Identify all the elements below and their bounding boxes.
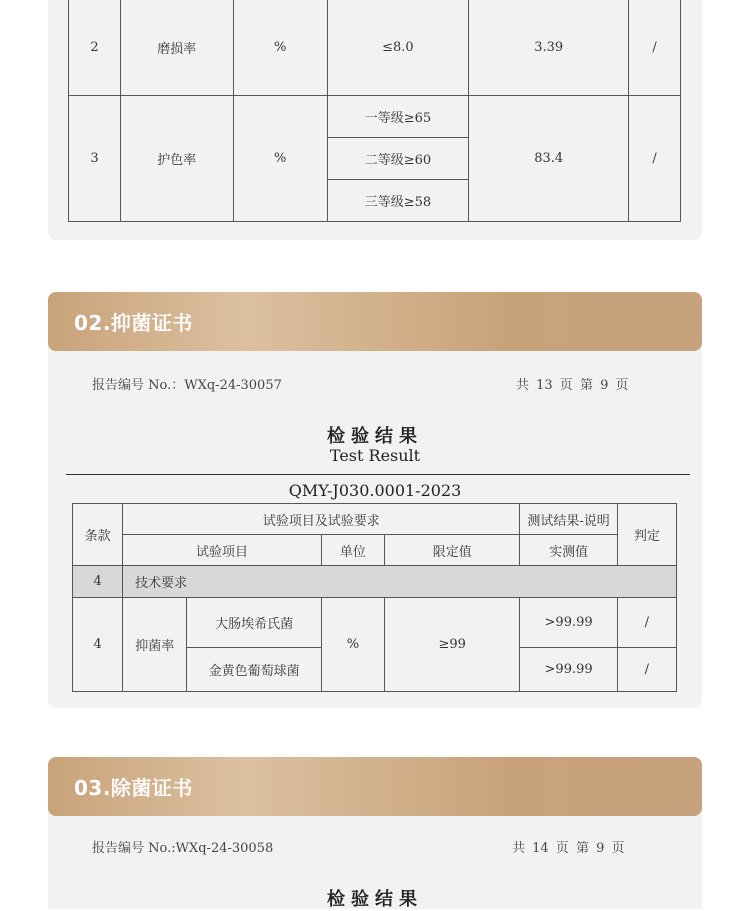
report-number: 报告编号 No.：WXq-24-30057 xyxy=(92,378,282,393)
column-header: 限定值 xyxy=(385,535,520,566)
clause-number: 4 xyxy=(73,598,123,692)
test-item: 护色率 xyxy=(120,96,233,222)
measured-value: 83.4 xyxy=(469,96,629,222)
section-title: 03.除菌证书 xyxy=(74,776,193,800)
column-header: 条款 xyxy=(73,504,123,566)
measured-value: >99.99 xyxy=(520,648,617,692)
column-header: 试验项目及试验要求 xyxy=(123,504,520,535)
section-header xyxy=(48,292,702,351)
column-header: 单位 xyxy=(321,535,384,566)
category-label: 技术要求 xyxy=(123,566,677,598)
measured-value: 3.39 xyxy=(469,0,629,96)
result-title: 检验结果 xyxy=(327,889,423,910)
test-table-1 xyxy=(68,0,681,222)
row-number: 3 xyxy=(69,96,121,222)
report-number: 报告编号 No.:WXq-24-30058 xyxy=(92,841,274,856)
table-row xyxy=(69,96,681,138)
row-number: 2 xyxy=(69,0,121,96)
measured-value: >99.99 xyxy=(520,598,617,648)
test-item: 抑菌率 xyxy=(123,598,187,692)
section-header xyxy=(48,757,702,816)
page-info: 共 14 页 第 9 页 xyxy=(512,841,625,856)
limit-value: 一等级≥65 xyxy=(327,96,469,138)
column-header: 测试结果-说明 xyxy=(520,504,617,535)
report-card-2 xyxy=(48,292,702,708)
bacteria-name: 金黄色葡萄球菌 xyxy=(187,648,321,692)
standard-code: QMY-J030.0001-2023 xyxy=(288,481,462,500)
divider xyxy=(66,474,690,475)
judgement: / xyxy=(617,598,676,648)
table-row xyxy=(69,0,681,96)
limit-value: 三等级≥58 xyxy=(327,180,469,222)
judgement: / xyxy=(629,96,681,222)
judgement: / xyxy=(617,648,676,692)
limit-value: ≥99 xyxy=(385,598,520,692)
report-card-3 xyxy=(48,757,702,909)
bacteria-name: 大肠埃希氏菌 xyxy=(187,598,321,648)
column-header: 实测值 xyxy=(520,535,617,566)
unit: % xyxy=(233,0,327,96)
judgement: / xyxy=(629,0,681,96)
table-header-row xyxy=(73,535,677,566)
result-subtitle: Test Result xyxy=(329,446,421,465)
column-header: 试验项目 xyxy=(123,535,322,566)
unit: % xyxy=(321,598,384,692)
table-header-row xyxy=(73,504,677,535)
table-row xyxy=(73,566,677,598)
unit: % xyxy=(233,96,327,222)
report-card-1 xyxy=(48,0,702,240)
column-header: 判定 xyxy=(617,504,676,566)
section-title: 02.抑菌证书 xyxy=(74,311,193,335)
result-title: 检验结果 xyxy=(327,426,423,447)
test-item: 磨损率 xyxy=(120,0,233,96)
limit-value: ≤8.0 xyxy=(327,0,469,96)
table-row xyxy=(73,598,677,648)
limit-value: 二等级≥60 xyxy=(327,138,469,180)
page-info: 共 13 页 第 9 页 xyxy=(516,378,629,393)
clause-number: 4 xyxy=(73,566,123,598)
test-table-2 xyxy=(72,503,677,692)
